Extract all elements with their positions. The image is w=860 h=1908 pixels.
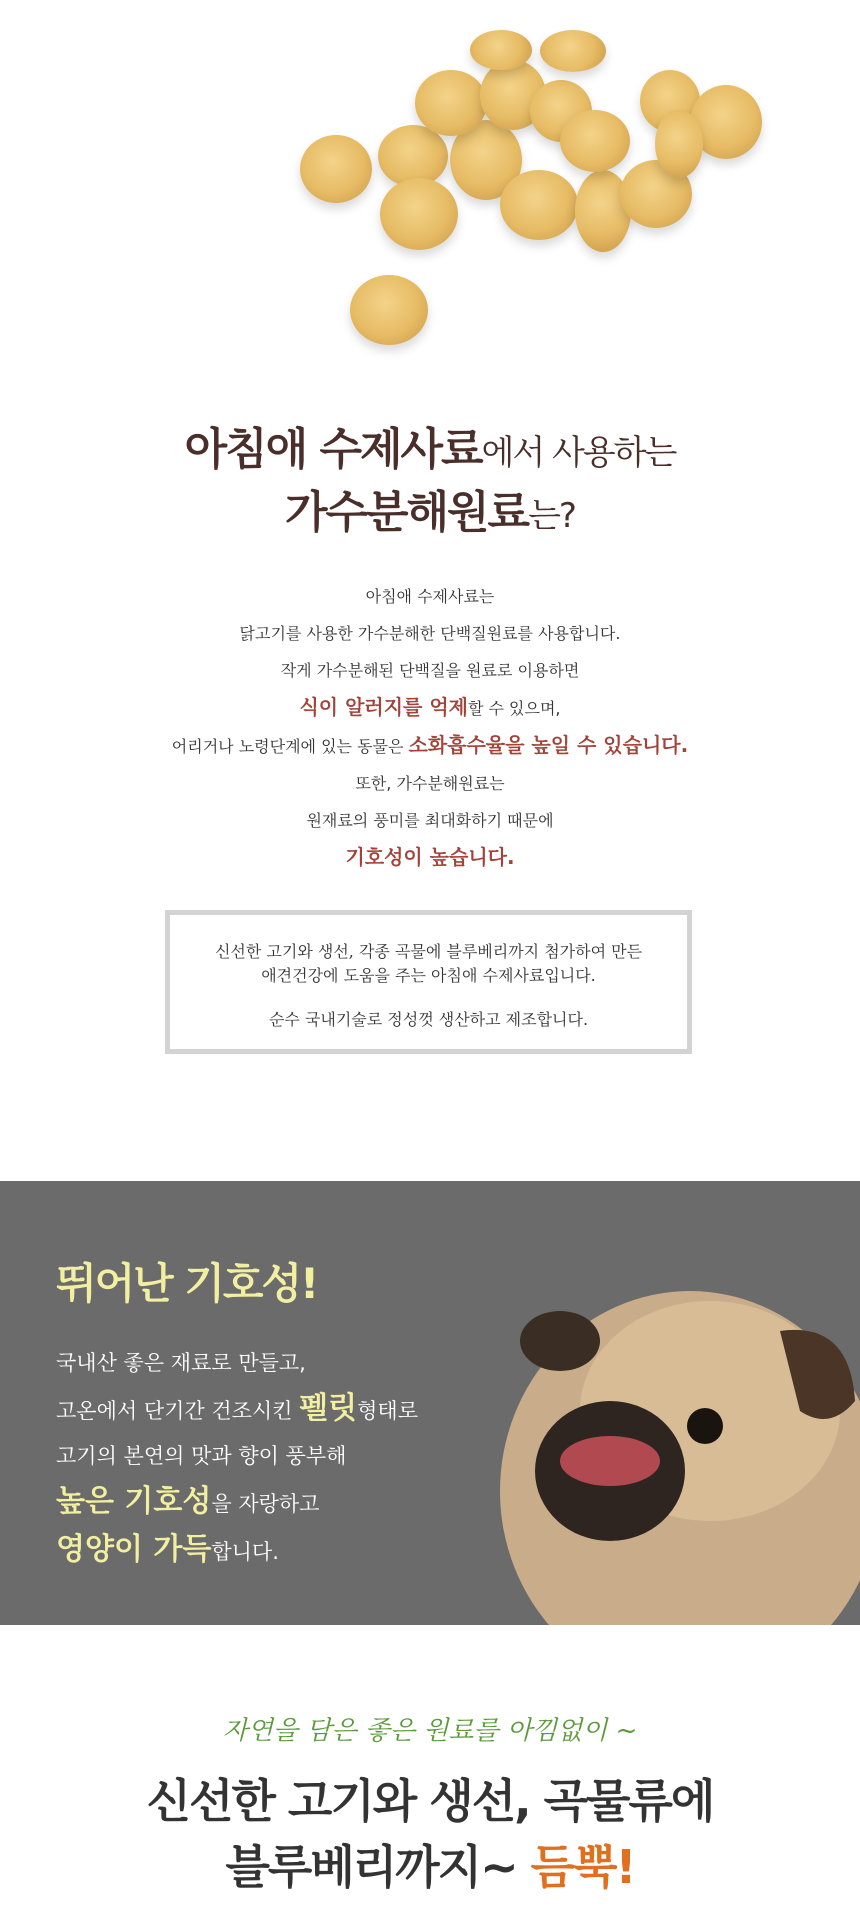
palat-line: 형태로	[357, 1399, 418, 1423]
palat-line: 고온에서 단기간 건조시킨	[56, 1399, 300, 1423]
pug-dog-image	[460, 1261, 860, 1625]
desc-line: 작게 가수분해된 단백질을 원료로 이용하면	[280, 661, 580, 680]
bottom-heading	[0, 1768, 860, 1900]
desc-line: 원재료의 풍미를 최대화하기 때문에	[306, 811, 554, 830]
palat-line: 국내산 좋은 재료로 만들고,	[56, 1351, 306, 1375]
highlight: 높은 기호성	[56, 1484, 212, 1519]
title-rest: 에서 사용하는	[481, 433, 676, 473]
desc-line: 할 수 있으며,	[467, 699, 561, 718]
heading-line: 신선한 고기와 생선, 곡물류에	[146, 1774, 714, 1828]
section-title	[0, 420, 860, 546]
script-tagline: 자연을 담은 좋은 원료를 아낌없이 ~	[222, 1716, 638, 1746]
box-text: 신선한 고기와 생선, 각종 곡물에 블루베리까지 첨가하여 만든	[214, 942, 643, 961]
highlight: 영양이 가득	[56, 1532, 212, 1567]
palat-line: 고기의 본연의 맛과 향이 풍부해	[56, 1444, 347, 1468]
palatability-heading: 뛰어난 기호성!	[56, 1259, 318, 1308]
highlight: 식이 알러지를 억제	[299, 695, 468, 719]
box-text: 순수 국내기술로 정성껏 생산하고 제조합니다.	[268, 1010, 589, 1029]
title-rest: 는?	[528, 496, 575, 536]
pellet-photo	[0, 0, 860, 360]
desc-line: 어리거나 노령단계에 있는 동물은	[171, 737, 409, 756]
info-box	[165, 910, 692, 1054]
desc-line: 아침애 수제사료는	[365, 587, 495, 606]
desc-line: 또한, 가수분해원료는	[355, 774, 505, 793]
palat-line: 을 자랑하고	[211, 1492, 320, 1516]
highlight: 펠릿	[299, 1391, 358, 1426]
highlight: 듬뿍!	[530, 1840, 635, 1894]
heading-line: 블루베리까지~	[225, 1840, 531, 1894]
box-text: 애견건강에 도움을 주는 아침애 수제사료입니다.	[261, 966, 596, 985]
highlight: 소화흡수율을 높일 수 있습니다.	[408, 733, 689, 757]
description	[0, 578, 860, 877]
title-bold: 아침애 수제사료	[184, 424, 482, 475]
desc-line: 닭고기를 사용한 가수분해한 단백질원료를 사용합니다.	[239, 624, 621, 643]
highlight: 기호성이 높습니다.	[345, 845, 515, 869]
title-bold: 가수분해원료	[285, 487, 529, 538]
palat-line: 합니다.	[211, 1540, 279, 1564]
palatability-section	[0, 1181, 860, 1625]
